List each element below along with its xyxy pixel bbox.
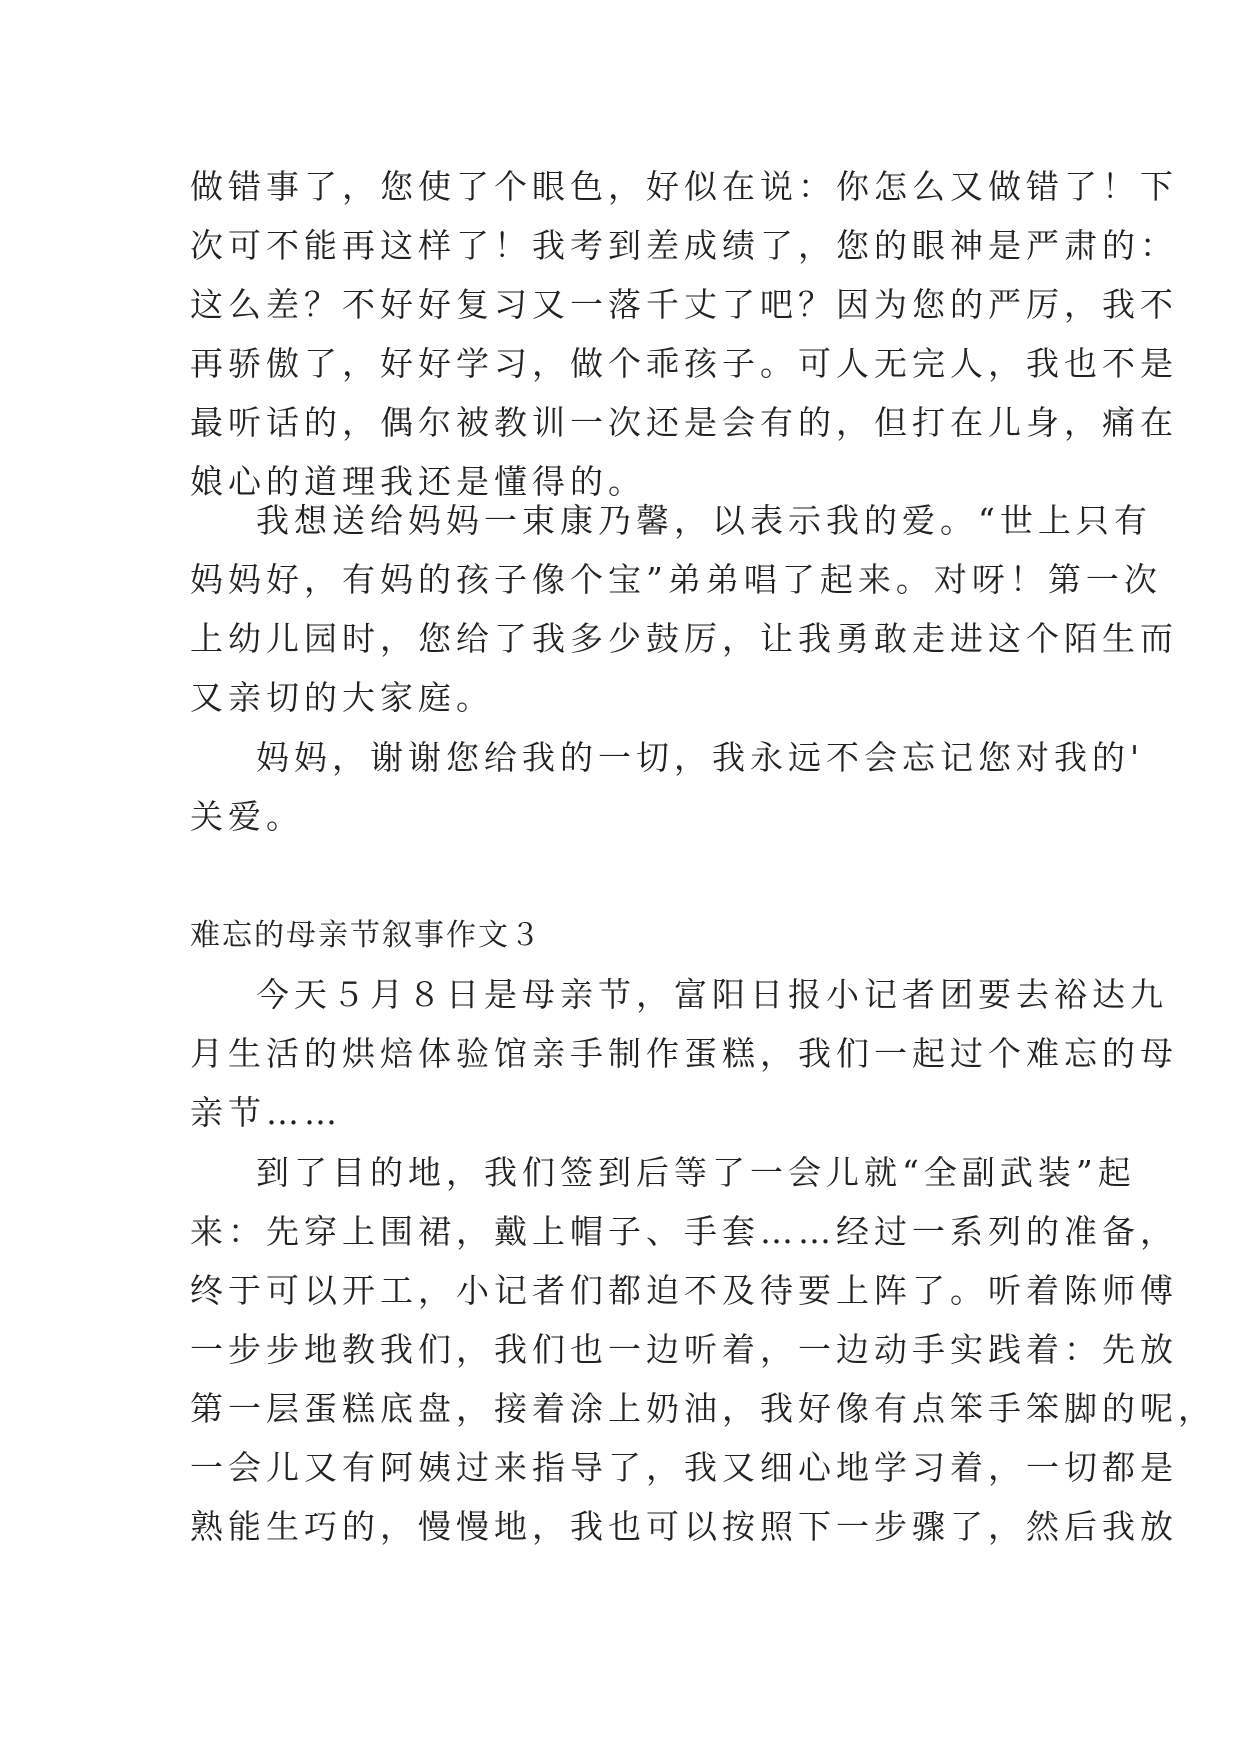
text-line: 妈妈好，有妈的孩子像个宝”弟弟唱了起来。对呀！第一次: [190, 560, 1162, 599]
text-line: 再骄傲了，好好学习，做个乖孩子。可人无完人，我也不是: [190, 344, 1178, 383]
paragraph-5: [190, 1143, 1216, 1556]
paragraph-3: [190, 728, 1145, 846]
text-line: 上幼儿园时，您给了我多少鼓厉，让我勇敢走进这个陌生而: [190, 619, 1178, 658]
paragraph-4: [190, 965, 1178, 1142]
text-line: 今天５月８日是母亲节，富阳日报小记者团要去裕达九: [256, 975, 1168, 1014]
text-line: 做错事了，您使了个眼色，好似在说：你怎么又做错了！下: [190, 167, 1178, 206]
text-line: 妈妈，谢谢您给我的一切，我永远不会忘记您对我的': [256, 738, 1145, 777]
text-line: 最听话的，偶尔被教训一次还是会有的，但打在儿身，痛在: [190, 403, 1178, 442]
paragraph-2: [190, 491, 1178, 727]
text-line: 我想送给妈妈一束康乃馨，以表示我的爱。“世上只有: [256, 501, 1152, 540]
text-line: 次可不能再这样了！我考到差成绩了，您的眼神是严肃的：: [190, 226, 1178, 265]
paragraph-1: [190, 157, 1178, 511]
text-line: 到了目的地，我们签到后等了一会儿就“全副武装”起: [256, 1153, 1136, 1192]
text-line: 一步步地教我们，我们也一边听着，一边动手实践着：先放: [190, 1330, 1178, 1369]
text-line: 一会儿又有阿姨过来指导了，我又细心地学习着，一切都是: [190, 1448, 1178, 1487]
text-line: 又亲切的大家庭。: [190, 678, 494, 717]
text-line: 熟能生巧的，慢慢地，我也可以按照下一步骤了，然后我放: [190, 1507, 1178, 1546]
section-heading: 难忘的母亲节叙事作文３: [190, 918, 542, 953]
text-line: 来：先穿上围裙，戴上帽子、手套……经过一系列的准备，: [190, 1212, 1178, 1251]
text-line: 这么差？不好好复习又一落千丈了吧？因为您的严厉，我不: [190, 285, 1178, 324]
text-line: 月生活的烘焙体验馆亲手制作蛋糕，我们一起过个难忘的母: [190, 1034, 1178, 1073]
text-line: 第一层蛋糕底盘，接着涂上奶油，我好像有点笨手笨脚的呢，: [190, 1389, 1216, 1428]
text-line: 终于可以开工，小记者们都迫不及待要上阵了。听着陈师傅: [190, 1271, 1178, 1310]
text-line: 关爱。: [190, 797, 304, 836]
text-line: 亲节……: [190, 1093, 342, 1132]
text-line: 娘心的道理我还是懂得的。: [190, 462, 646, 501]
